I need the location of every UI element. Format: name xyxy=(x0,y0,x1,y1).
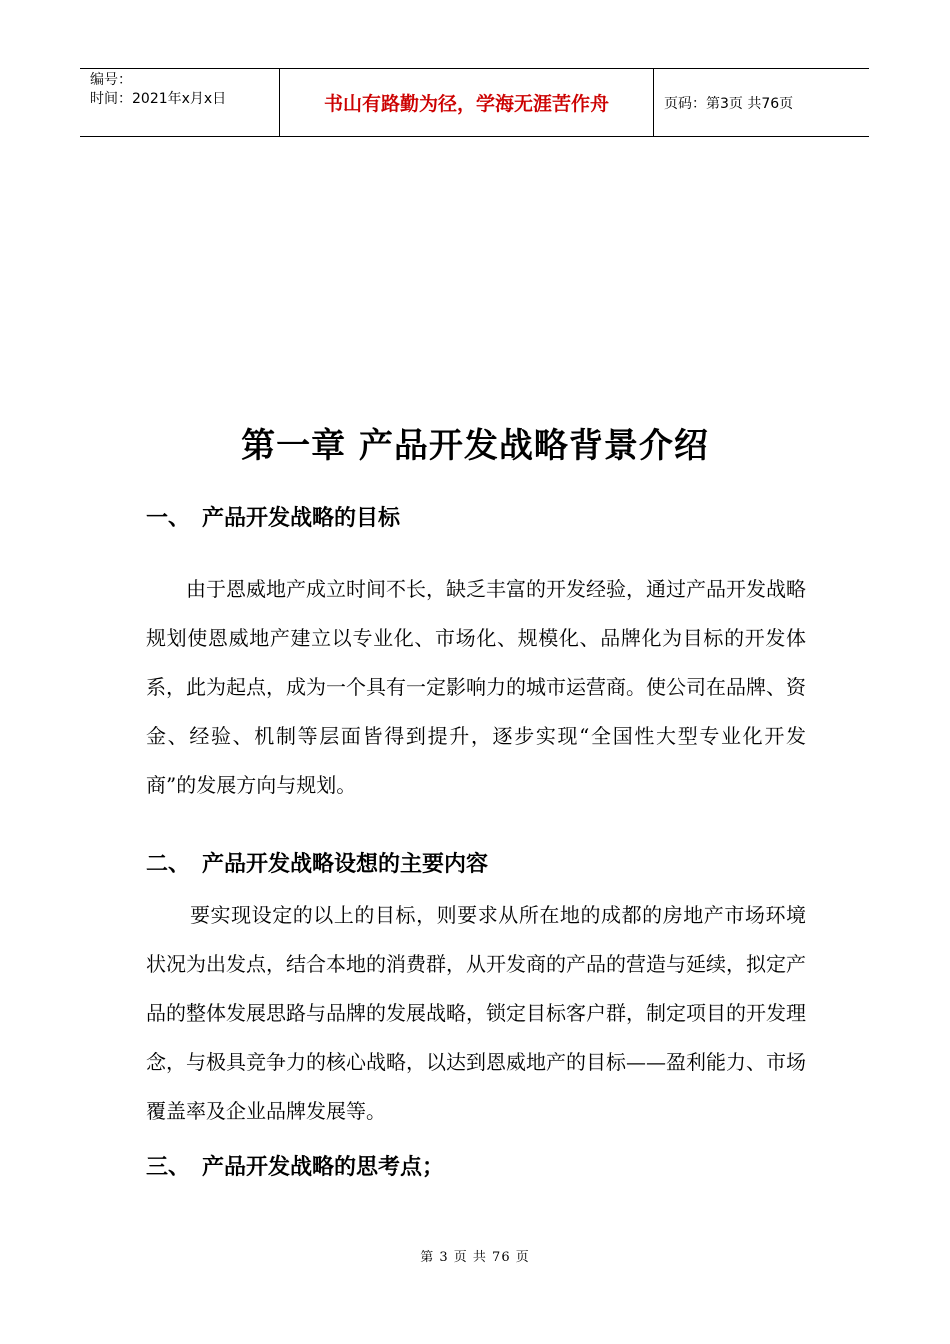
section-number: 二、 xyxy=(146,852,191,877)
section-heading-3 xyxy=(146,1150,444,1181)
header-page-info: 页码：第3页 共76页 xyxy=(664,95,794,112)
section-1-paragraph: 由于恩威地产成立时间不长，缺乏丰富的开发经验，通过产品开发战略规划使恩威地产建立以专业化、市场化、规模化、品牌化为目标的开发体系，此为起点，成为一个具有一定影响力的城市运营商。使公司在品牌、资金、经验、机制等层面皆得到提升，逐步实现“全国性大型专业化开发商”的发展方向与规划。 xyxy=(146,577,806,797)
header-meta-cell xyxy=(80,69,280,136)
document-date-label: 时间：2021年x月x日 xyxy=(90,91,227,107)
header-motto-cell xyxy=(280,69,654,136)
section-2-paragraph: 要实现设定的以上的目标，则要求从所在地的成都的房地产市场环境状况为出发点，结合本地的消费群，从开发商的产品的营造与延续，拟定产品的整体发展思路与品牌的发展战略，锁定目标客户群，制定项目的开发理念，与极具竞争力的核心战略，以达到恩威地产的目标——盈利能力、市场覆盖率及企业品牌发展等。 xyxy=(146,903,806,1123)
section-number: 三、 xyxy=(146,1155,191,1180)
page-footer: 第 3 页 共 76 页 xyxy=(420,1250,530,1265)
section-title: 产品开发战略设想的主要内容 xyxy=(202,852,489,877)
section-heading-2 xyxy=(146,847,488,878)
section-title: 产品开发战略的目标 xyxy=(202,506,401,531)
page-header xyxy=(80,68,869,137)
header-motto: 书山有路勤为径，学海无涯苦作舟 xyxy=(323,93,609,115)
section-heading-1 xyxy=(146,501,400,532)
document-number-label: 编号： xyxy=(90,72,132,88)
section-number: 一、 xyxy=(146,506,191,531)
section-title: 产品开发战略的思考点； xyxy=(202,1155,445,1180)
chapter-title: 第一章 产品开发战略背景介绍 xyxy=(241,426,709,466)
header-page-cell xyxy=(654,69,869,136)
